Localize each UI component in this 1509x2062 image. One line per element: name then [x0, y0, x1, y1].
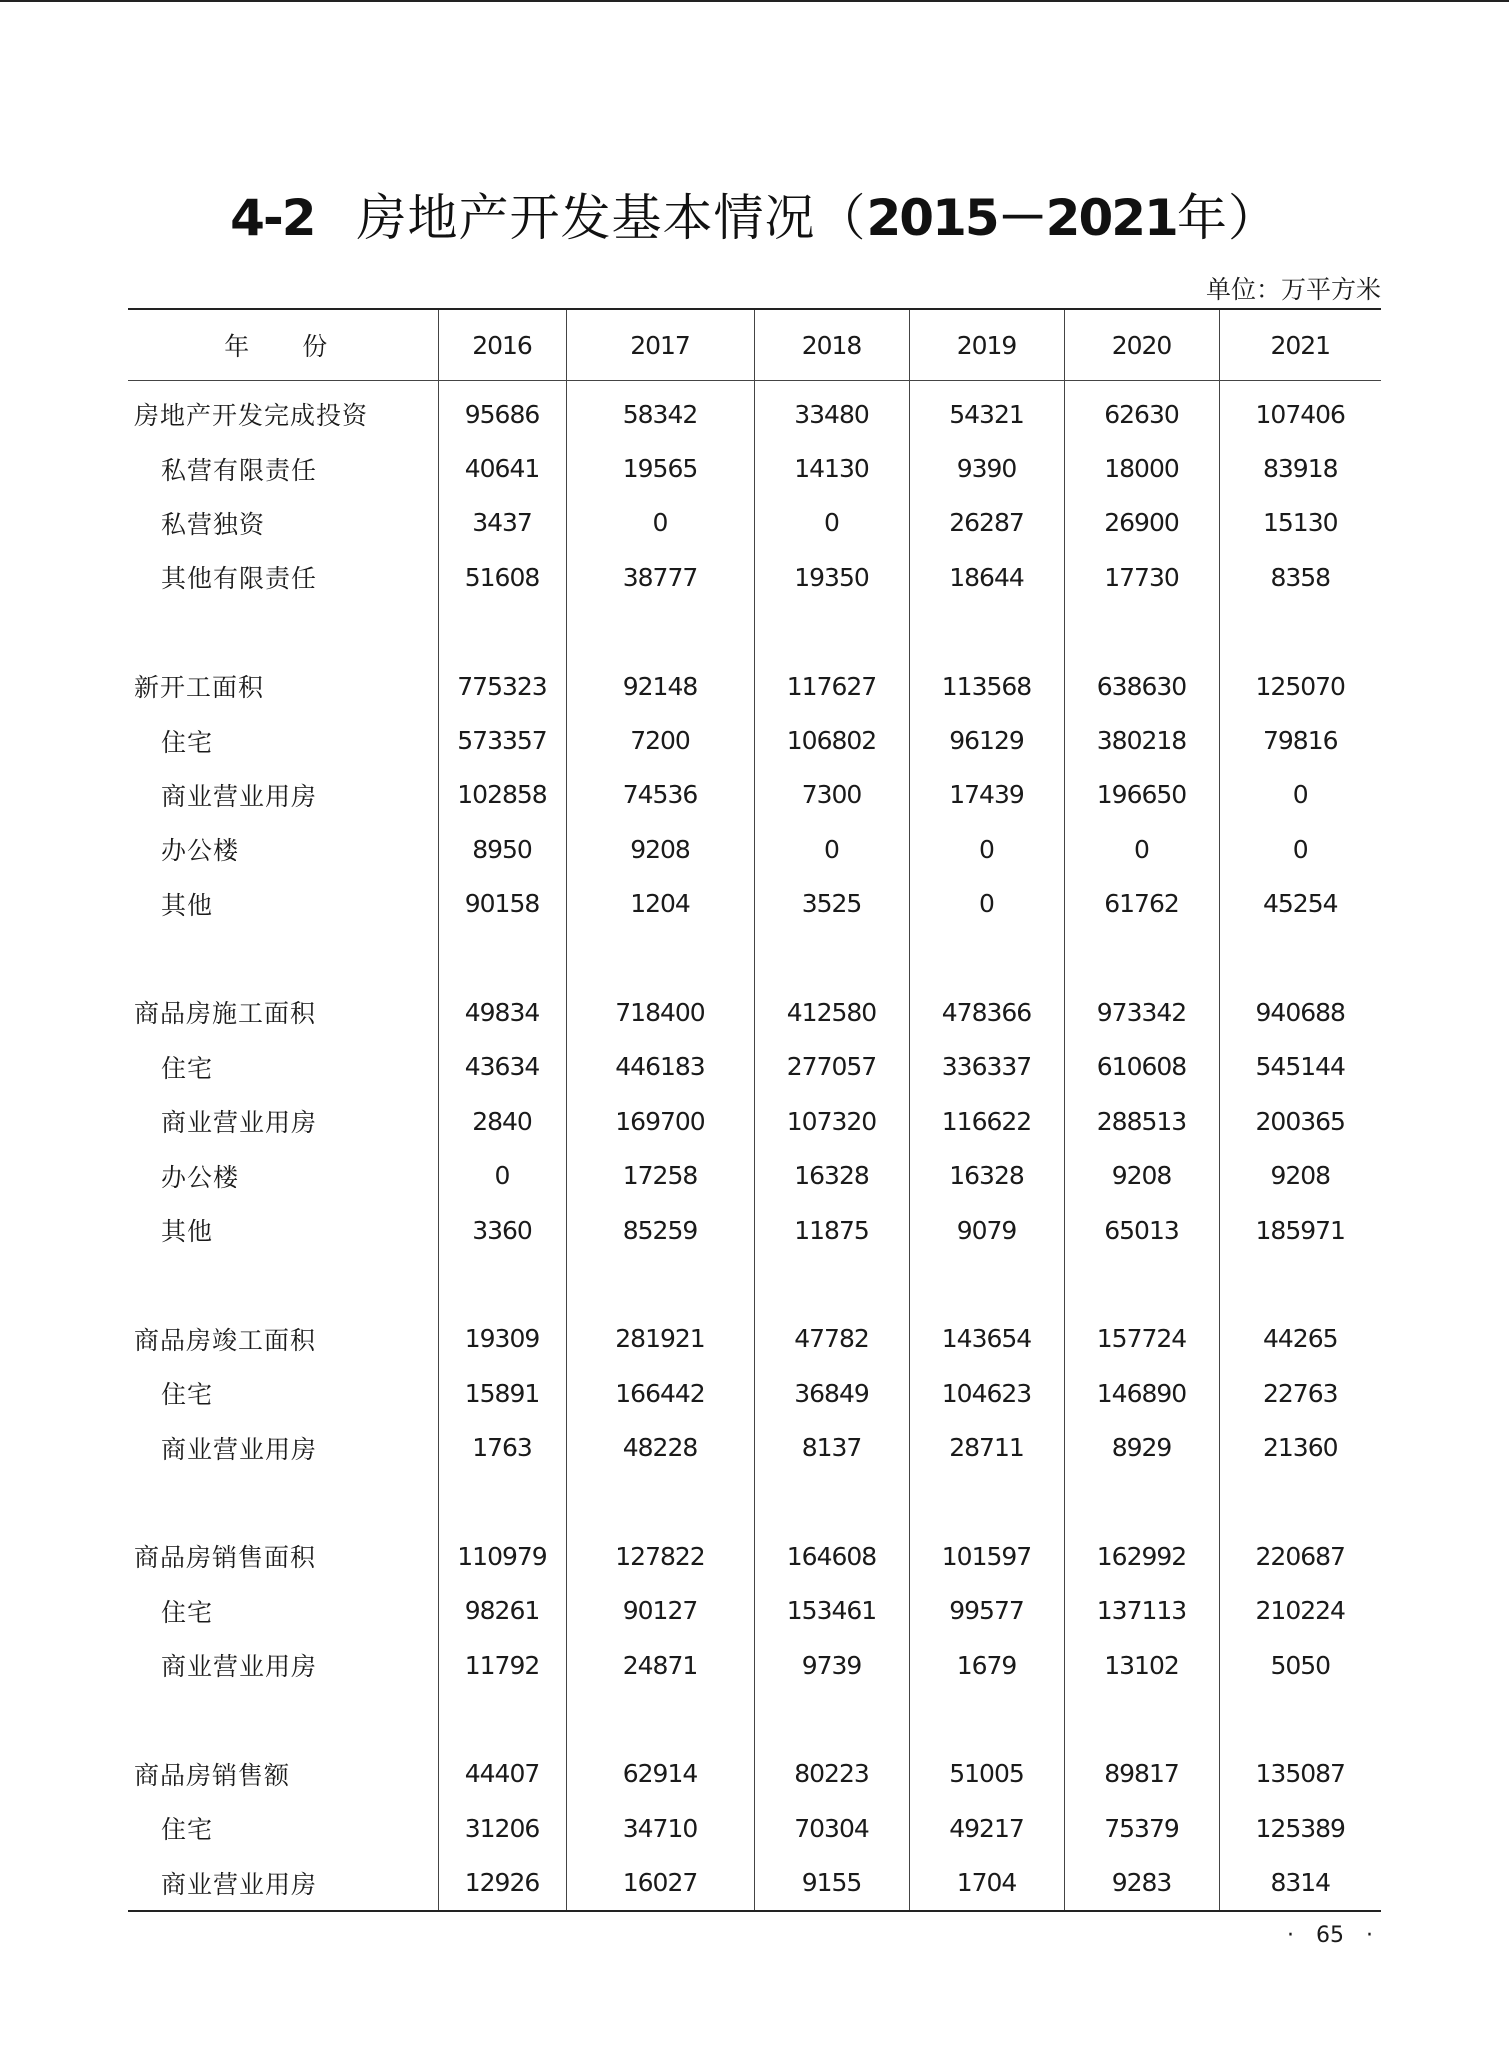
value-cell: 26900 [1064, 496, 1219, 550]
table-row [128, 1040, 1381, 1094]
spacer-cell [438, 1692, 566, 1746]
value-cell: 51608 [438, 550, 566, 604]
spacer-row [128, 1257, 1381, 1311]
table-row [128, 496, 1381, 550]
value-cell: 9390 [909, 441, 1064, 495]
table-row [128, 1529, 1381, 1583]
table-row [128, 1747, 1381, 1801]
value-cell: 31206 [438, 1801, 566, 1855]
value-cell: 8358 [1219, 550, 1381, 604]
value-cell: 0 [909, 822, 1064, 876]
value-cell: 281921 [566, 1312, 754, 1366]
table-body [128, 381, 1381, 1911]
value-cell: 26287 [909, 496, 1064, 550]
value-cell: 22763 [1219, 1366, 1381, 1420]
spacer-cell [1064, 931, 1219, 985]
value-cell: 33480 [754, 381, 909, 442]
value-cell: 5050 [1219, 1638, 1381, 1692]
value-cell: 106802 [754, 713, 909, 767]
sub-item-label: 其他 [161, 1217, 214, 1247]
value-cell: 12926 [438, 1856, 566, 1911]
title-suffix: 年） [1176, 189, 1279, 247]
value-cell: 92148 [566, 659, 754, 713]
value-cell: 0 [1064, 822, 1219, 876]
category-label: 商品房竣工面积 [134, 1325, 317, 1355]
spacer-cell [1219, 605, 1381, 659]
header-year: 2021 [1219, 309, 1381, 381]
value-cell: 15130 [1219, 496, 1381, 550]
value-cell: 153461 [754, 1584, 909, 1638]
value-cell: 146890 [1064, 1366, 1219, 1420]
value-cell: 13102 [1064, 1638, 1219, 1692]
sub-item-label: 商业营业用房 [161, 781, 318, 811]
value-cell: 9155 [754, 1856, 909, 1911]
value-cell: 104623 [909, 1366, 1064, 1420]
value-cell: 610608 [1064, 1040, 1219, 1094]
value-cell: 545144 [1219, 1040, 1381, 1094]
sub-item-label: 住宅 [161, 727, 214, 757]
table-row [128, 1312, 1381, 1366]
value-cell: 79816 [1219, 713, 1381, 767]
value-cell: 49834 [438, 985, 566, 1039]
value-cell: 277057 [754, 1040, 909, 1094]
header-year: 2017 [566, 309, 754, 381]
value-cell: 200365 [1219, 1094, 1381, 1148]
category-label: 新开工面积 [134, 673, 265, 703]
value-cell: 11792 [438, 1638, 566, 1692]
value-cell: 973342 [1064, 985, 1219, 1039]
value-cell: 98261 [438, 1584, 566, 1638]
spacer-cell [566, 1475, 754, 1529]
table-row [128, 1584, 1381, 1638]
value-cell: 101597 [909, 1529, 1064, 1583]
sub-item-label: 商业营业用房 [161, 1652, 318, 1682]
value-cell: 44265 [1219, 1312, 1381, 1366]
value-cell: 19565 [566, 441, 754, 495]
value-cell: 117627 [754, 659, 909, 713]
spacer-cell [438, 931, 566, 985]
spacer-cell [754, 1692, 909, 1746]
spacer-cell [1219, 1475, 1381, 1529]
value-cell: 446183 [566, 1040, 754, 1094]
table-row [128, 1094, 1381, 1148]
value-cell: 8950 [438, 822, 566, 876]
value-cell: 9208 [1064, 1148, 1219, 1202]
value-cell: 43634 [438, 1040, 566, 1094]
value-cell: 21360 [1219, 1420, 1381, 1474]
value-cell: 40641 [438, 441, 566, 495]
table-row [128, 877, 1381, 931]
value-cell: 102858 [438, 768, 566, 822]
spacer-cell [128, 605, 438, 659]
value-cell: 775323 [438, 659, 566, 713]
spacer-cell [754, 605, 909, 659]
title-number: 4-2 [230, 189, 315, 247]
value-cell: 9739 [754, 1638, 909, 1692]
value-cell: 83918 [1219, 441, 1381, 495]
value-cell: 166442 [566, 1366, 754, 1420]
spacer-cell [754, 1475, 909, 1529]
spacer-cell [1064, 605, 1219, 659]
value-cell: 220687 [1219, 1529, 1381, 1583]
value-cell: 90127 [566, 1584, 754, 1638]
value-cell: 61762 [1064, 877, 1219, 931]
table-row [128, 659, 1381, 713]
value-cell: 28711 [909, 1420, 1064, 1474]
sub-item-label: 商业营业用房 [161, 1434, 318, 1464]
value-cell: 74536 [566, 768, 754, 822]
title-text: 房地产开发基本情况（ [356, 189, 867, 247]
value-cell: 185971 [1219, 1203, 1381, 1257]
value-cell: 65013 [1064, 1203, 1219, 1257]
table-row [128, 768, 1381, 822]
spacer-cell [438, 605, 566, 659]
value-cell: 107406 [1219, 381, 1381, 442]
value-cell: 45254 [1219, 877, 1381, 931]
spacer-cell [566, 1692, 754, 1746]
spacer-cell [1064, 1692, 1219, 1746]
table-row [128, 381, 1381, 442]
spacer-cell [128, 931, 438, 985]
sub-item-label: 其他 [161, 890, 214, 920]
spacer-cell [1219, 931, 1381, 985]
value-cell: 164608 [754, 1529, 909, 1583]
value-cell: 412580 [754, 985, 909, 1039]
sub-item-label: 住宅 [161, 1597, 214, 1627]
table-row [128, 550, 1381, 604]
category-label: 商品房销售面积 [134, 1543, 317, 1573]
value-cell: 34710 [566, 1801, 754, 1855]
spacer-cell [566, 931, 754, 985]
value-cell: 17258 [566, 1148, 754, 1202]
value-cell: 380218 [1064, 713, 1219, 767]
spacer-cell [566, 605, 754, 659]
value-cell: 288513 [1064, 1094, 1219, 1148]
spacer-cell [909, 1692, 1064, 1746]
value-cell: 95686 [438, 381, 566, 442]
value-cell: 113568 [909, 659, 1064, 713]
value-cell: 49217 [909, 1801, 1064, 1855]
value-cell: 70304 [754, 1801, 909, 1855]
table-row [128, 441, 1381, 495]
table-row [128, 1638, 1381, 1692]
spacer-cell [128, 1692, 438, 1746]
value-cell: 15891 [438, 1366, 566, 1420]
value-cell: 80223 [754, 1747, 909, 1801]
value-cell: 1704 [909, 1856, 1064, 1911]
unit-label: 单位：万平方米 [1205, 275, 1381, 304]
value-cell: 0 [438, 1148, 566, 1202]
spacer-cell [438, 1257, 566, 1311]
value-cell: 336337 [909, 1040, 1064, 1094]
value-cell: 9208 [1219, 1148, 1381, 1202]
sub-item-label: 商业营业用房 [161, 1869, 318, 1899]
table-row [128, 713, 1381, 767]
spacer-row [128, 1692, 1381, 1746]
table-row [128, 985, 1381, 1039]
value-cell: 8314 [1219, 1856, 1381, 1911]
sub-item-label: 其他有限责任 [161, 564, 318, 594]
value-cell: 51005 [909, 1747, 1064, 1801]
page-title [0, 178, 1509, 250]
spacer-cell [128, 1257, 438, 1311]
sub-item-label: 办公楼 [161, 1162, 240, 1192]
value-cell: 940688 [1219, 985, 1381, 1039]
value-cell: 1204 [566, 877, 754, 931]
sub-item-label: 住宅 [161, 1815, 214, 1845]
spacer-cell [1064, 1257, 1219, 1311]
value-cell: 0 [566, 496, 754, 550]
sub-item-label: 办公楼 [161, 836, 240, 866]
value-cell: 1763 [438, 1420, 566, 1474]
sub-item-label: 住宅 [161, 1053, 214, 1083]
value-cell: 8137 [754, 1420, 909, 1474]
category-label: 房地产开发完成投资 [134, 401, 369, 431]
value-cell: 62914 [566, 1747, 754, 1801]
spacer-cell [1219, 1692, 1381, 1746]
category-label: 商品房销售额 [134, 1760, 291, 1790]
table-row [128, 1366, 1381, 1420]
data-table [128, 308, 1381, 1912]
spacer-cell [909, 1475, 1064, 1529]
spacer-row [128, 931, 1381, 985]
value-cell: 18644 [909, 550, 1064, 604]
spacer-cell [909, 605, 1064, 659]
table-row [128, 1148, 1381, 1202]
value-cell: 0 [1219, 768, 1381, 822]
spacer-cell [1064, 1475, 1219, 1529]
value-cell: 125070 [1219, 659, 1381, 713]
spacer-cell [1219, 1257, 1381, 1311]
value-cell: 16328 [754, 1148, 909, 1202]
table-row [128, 1420, 1381, 1474]
value-cell: 16328 [909, 1148, 1064, 1202]
spacer-cell [438, 1475, 566, 1529]
value-cell: 14130 [754, 441, 909, 495]
value-cell: 0 [909, 877, 1064, 931]
value-cell: 1679 [909, 1638, 1064, 1692]
value-cell: 11875 [754, 1203, 909, 1257]
value-cell: 18000 [1064, 441, 1219, 495]
value-cell: 54321 [909, 381, 1064, 442]
value-cell: 157724 [1064, 1312, 1219, 1366]
value-cell: 9283 [1064, 1856, 1219, 1911]
spacer-cell [754, 931, 909, 985]
table-row [128, 822, 1381, 876]
value-cell: 3437 [438, 496, 566, 550]
value-cell: 0 [754, 822, 909, 876]
value-cell: 19350 [754, 550, 909, 604]
header-year: 2016 [438, 309, 566, 381]
header-row [128, 309, 1381, 381]
spacer-row [128, 1475, 1381, 1529]
value-cell: 135087 [1219, 1747, 1381, 1801]
value-cell: 16027 [566, 1856, 754, 1911]
value-cell: 3525 [754, 877, 909, 931]
spacer-cell [128, 1475, 438, 1529]
spacer-cell [754, 1257, 909, 1311]
sub-item-label: 住宅 [161, 1380, 214, 1410]
value-cell: 125389 [1219, 1801, 1381, 1855]
title-years: 2015－2021 [866, 189, 1177, 247]
spacer-cell [909, 1257, 1064, 1311]
header-year: 2019 [909, 309, 1064, 381]
value-cell: 75379 [1064, 1801, 1219, 1855]
value-cell: 116622 [909, 1094, 1064, 1148]
value-cell: 36849 [754, 1366, 909, 1420]
value-cell: 9208 [566, 822, 754, 876]
value-cell: 38777 [566, 550, 754, 604]
value-cell: 9079 [909, 1203, 1064, 1257]
header-year: 2020 [1064, 309, 1219, 381]
value-cell: 110979 [438, 1529, 566, 1583]
sub-item-label: 私营有限责任 [161, 455, 318, 485]
value-cell: 127822 [566, 1529, 754, 1583]
value-cell: 17439 [909, 768, 1064, 822]
value-cell: 47782 [754, 1312, 909, 1366]
page-number: · 65 · [1287, 1923, 1373, 1948]
value-cell: 107320 [754, 1094, 909, 1148]
value-cell: 58342 [566, 381, 754, 442]
value-cell: 44407 [438, 1747, 566, 1801]
value-cell: 2840 [438, 1094, 566, 1148]
value-cell: 573357 [438, 713, 566, 767]
table-row [128, 1856, 1381, 1911]
value-cell: 19309 [438, 1312, 566, 1366]
sub-item-label: 私营独资 [161, 509, 266, 539]
value-cell: 90158 [438, 877, 566, 931]
header-year-label: 年 份 [128, 309, 438, 381]
table-row [128, 1203, 1381, 1257]
table-row [128, 1801, 1381, 1855]
value-cell: 137113 [1064, 1584, 1219, 1638]
spacer-cell [566, 1257, 754, 1311]
value-cell: 8929 [1064, 1420, 1219, 1474]
header-year: 2018 [754, 309, 909, 381]
value-cell: 0 [1219, 822, 1381, 876]
spacer-row [128, 605, 1381, 659]
value-cell: 718400 [566, 985, 754, 1039]
value-cell: 169700 [566, 1094, 754, 1148]
value-cell: 638630 [1064, 659, 1219, 713]
value-cell: 0 [754, 496, 909, 550]
value-cell: 89817 [1064, 1747, 1219, 1801]
value-cell: 7300 [754, 768, 909, 822]
value-cell: 48228 [566, 1420, 754, 1474]
value-cell: 85259 [566, 1203, 754, 1257]
value-cell: 210224 [1219, 1584, 1381, 1638]
value-cell: 478366 [909, 985, 1064, 1039]
value-cell: 96129 [909, 713, 1064, 767]
sub-item-label: 商业营业用房 [161, 1108, 318, 1138]
value-cell: 99577 [909, 1584, 1064, 1638]
spacer-cell [909, 931, 1064, 985]
value-cell: 7200 [566, 713, 754, 767]
category-label: 商品房施工面积 [134, 999, 317, 1029]
value-cell: 3360 [438, 1203, 566, 1257]
value-cell: 24871 [566, 1638, 754, 1692]
value-cell: 143654 [909, 1312, 1064, 1366]
value-cell: 162992 [1064, 1529, 1219, 1583]
value-cell: 17730 [1064, 550, 1219, 604]
value-cell: 196650 [1064, 768, 1219, 822]
value-cell: 62630 [1064, 381, 1219, 442]
